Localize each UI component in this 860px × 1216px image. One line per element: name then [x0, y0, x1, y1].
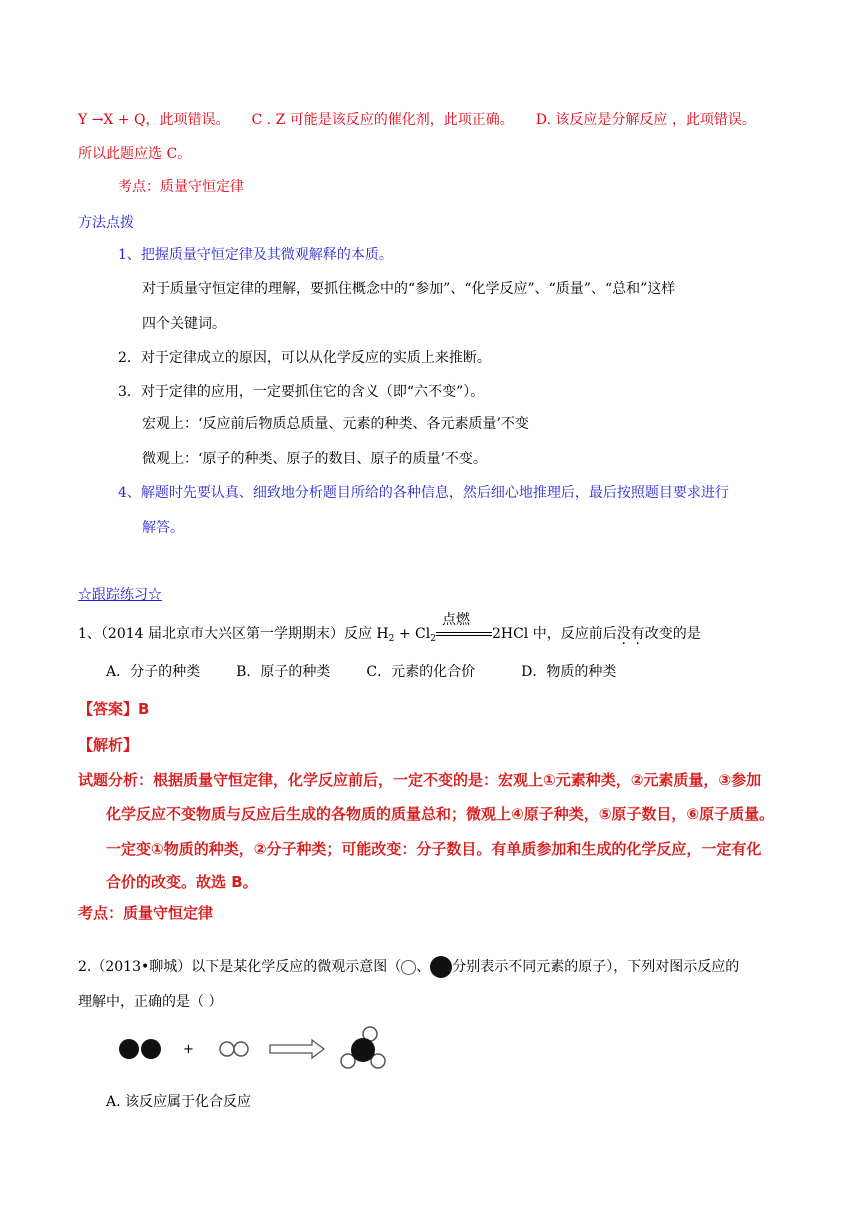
practice-heading: ☆跟踪练习☆: [78, 587, 162, 603]
analysis-line-1: 试题分析：根据质量守恒定律，化学反应前后，一定不变的是：宏观上①元素种类，②元素质量，③参加: [78, 771, 762, 789]
black-atom-icon: [430, 956, 452, 978]
reaction-condition: 点燃: [441, 612, 470, 628]
white-atom-icon: [401, 960, 416, 975]
reaction-arrow-icon: [270, 1040, 324, 1058]
analysis-label: 【解析】: [78, 736, 139, 754]
q1-h-subscript: 2: [388, 634, 395, 644]
method-item-3-macro: 宏观上：‘反应前后物质总质量、元素的种类、各元素质量’不变: [142, 416, 529, 432]
continuation-part-c: D. 该反应是分解反应 ，此项错误。: [535, 112, 756, 128]
question-1-options: [106, 662, 616, 682]
option-c: C．元素的化合价: [366, 664, 476, 680]
q1-plus: + Cl: [394, 626, 431, 642]
method-item-1-detail-1: 对于质量守恒定律的理解，要抓住概念中的“参加”、“化学反应”、“质量”、“总和”这样: [142, 281, 676, 297]
black-molecule-icon: [119, 1039, 161, 1059]
analysis-line-2: 化学反应不变物质与反应后生成的各物质的质量总和；微观上④原子种类，⑤原子数目，⑥原子质量。: [106, 805, 775, 823]
reaction-diagram-svg: [110, 1025, 400, 1075]
option-a: A．分子的种类: [106, 664, 201, 680]
plus-sign: +: [183, 1042, 194, 1057]
question-2-line-2: 理解中，正确的是（ ）: [78, 994, 223, 1010]
continuation-line-1: [78, 110, 756, 130]
q2-separator: 、: [416, 959, 431, 975]
emphasis-mei: 没: [616, 626, 631, 642]
continuation-part-a: Y →X + Q，此项错误。: [78, 112, 230, 128]
q1-cl-subscript: 2: [430, 634, 436, 644]
q1-prefix: 1、（2014 届北京市大兴区第一学期期末）反应 H: [78, 626, 389, 642]
option-b: B．原子的种类: [236, 664, 331, 680]
method-heading: 方法点拨: [78, 215, 134, 231]
question-1-stem: [78, 612, 701, 649]
q1-suffix: 改变的是: [644, 626, 701, 642]
continuation-part-b: C . Z 可能是该反应的催化剂，此项正确。: [251, 112, 514, 128]
option-d: D．物质的种类: [521, 664, 617, 680]
kaodian-1: 考点：质量守恒定律: [118, 179, 244, 195]
reaction-condition-arrow: [436, 612, 492, 644]
method-item-2: 2．对于定律成立的原因，可以从化学反应的实质上来推断。: [118, 350, 491, 366]
question-2-option-a: A. 该反应属于化合反应: [106, 1094, 252, 1110]
method-item-1: 1、把握质量守恒定律及其微观解释的本质。: [118, 247, 393, 263]
kaodian-2: 考点：质量守恒定律: [78, 904, 214, 922]
question-2-line-1: [78, 956, 739, 978]
analysis-line-3: 一定变①物质的种类，②分子种类；可能改变：分子数目。有单质参加和生成的化学反应，一定有化: [106, 840, 762, 858]
continuation-line-2: 所以此题应选 C。: [78, 146, 192, 162]
method-item-4-line-2: 解答。: [142, 520, 184, 536]
reaction-diagram: [110, 1025, 400, 1075]
method-item-4-line-1: 4、解题时先要认真、细致地分析题目所给的各种信息，然后细心地推理后，最后按照题目要求进行: [118, 485, 729, 501]
answer-label: 【答案】B: [78, 700, 150, 718]
q2-line-1-b: 分别表示不同元素的原子），下列对图示反应的: [452, 959, 740, 975]
emphasis-you: 有: [630, 626, 645, 642]
q1-product: 2HCl 中，反应前后: [491, 626, 617, 642]
white-molecule-icon: [220, 1042, 248, 1056]
method-item-3: 3．对于定律的应用，一定要抓住它的含义（即“六不变”）。: [118, 384, 485, 400]
analysis-line-4: 合价的改变。故选 B。: [106, 873, 258, 891]
method-item-3-micro: 微观上：‘原子的种类、原子的数目、原子的质量’不变。: [142, 451, 487, 467]
method-item-1-detail-2: 四个关键词。: [142, 316, 226, 332]
product-molecule-icon: [341, 1027, 385, 1068]
q2-line-1-a: 2.（2013•聊城）以下是某化学反应的微观示意图（: [78, 959, 402, 975]
